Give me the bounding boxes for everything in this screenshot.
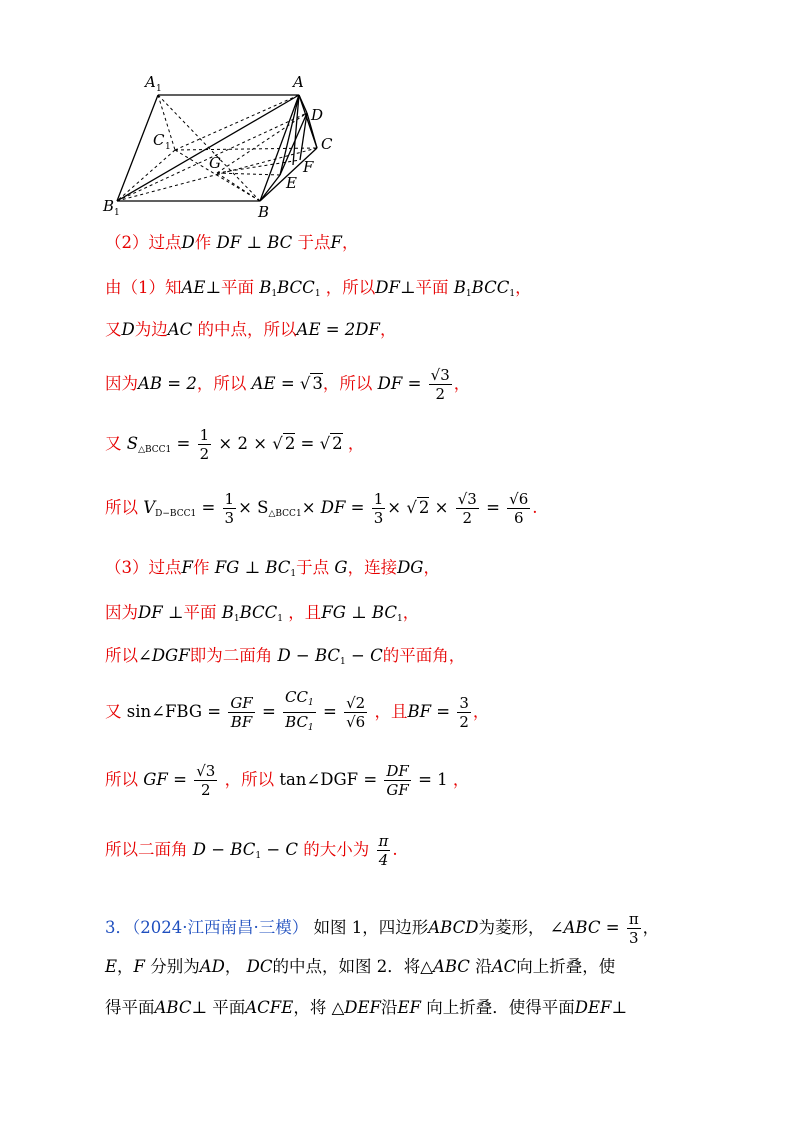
problem3-line-2: E，F 分别为AD， DC的中点，如图 2．将△ABC 沿AC向上折叠，使 [105,957,616,976]
p3-line-1: （3）过点F作 FG ⊥ $BC_1$于点 G，连接DG， [105,558,440,579]
p3-line-6: 所以二面角 $D - BC_1 - C$ 的大小为 $\frac{\pi}{4}$ . [105,832,398,869]
problem3-line-3: 得平面ABC⊥ 平面ACFE，将 △DEF沿EF 向上折叠．使得平面DEF⊥ [105,998,627,1017]
p3-line-5: 所以 GF = $\frac{√3}{2}$ ，所以 tan∠DGF = $\frac{DF}{GF}$ = 1 ， [105,762,470,799]
label-a1-sub: 1 [156,84,162,94]
p2-line-6: 所以 $V_{D-BCC1}$ = $\frac{1}{3}$ × $S_{\triangle BCC1}\times$ DF = $\frac{1}{3}$ × √ 2 × $\frac{√3}{2}$ = $\frac{√6}{6}$ . [105,490,538,527]
p2-line-1: （2）过点D作 DF ⊥ BC 于点F， [105,233,359,252]
problem-number: 3． [105,918,132,937]
prism-figure [95,65,355,220]
p3-line-4: 又 sin∠FBG = $\frac{GF}{BF}$ = $\frac{CC_1}{BC_1}$ = $\frac{√2}{√6}$ ，且BF = $\frac{3}{2}$ ， [105,688,490,733]
label-a1: A [145,73,156,91]
p2-line-2: 由（1）知AE⊥平面 $B_1BCC_1$ ，所以DF⊥平面 $B_1BCC_1$， [105,278,532,299]
p2-line-3: 又D为边AC 的中点，所以AE = 2DF， [105,320,397,339]
label-c1-sub: 1 [165,142,171,152]
label-b: B [258,203,270,220]
label-a: A [293,73,304,91]
label-c: C [321,135,333,153]
label-d: D [311,106,324,124]
p3-line-3: 所以∠DGF即为二面角 $D - BC_1 - C$的平面角， [105,646,466,667]
label-e: E [286,174,297,192]
problem3-line-1: 3．（2024·江西南昌·三模） 如图 1，四边形ABCD为菱形， ∠ABC = $\frac{\pi}{3}$ ， [105,910,660,947]
label-b1: B [103,197,115,215]
problem-source: （2024·江西南昌·三模） [132,918,309,937]
p2-line-4: 因为AB = 2，所以 AE = √ 3，所以 DF = $\frac{√3}{2}$ ， [105,366,471,403]
label-b1-sub: 1 [114,208,120,218]
label-c1: C [153,131,165,149]
label-g: G [209,154,221,172]
p3-line-2: 因为DF ⊥平面 $B_1BCC_1$ ，且FG ⊥ $BC_1$， [105,603,420,624]
p2-line-5: 又 $S_{\triangle BCC1}$ = $\frac{1}{2}$ × 2 × √ 2 = √ 2 ， [105,426,365,463]
label-f: F [303,158,314,176]
